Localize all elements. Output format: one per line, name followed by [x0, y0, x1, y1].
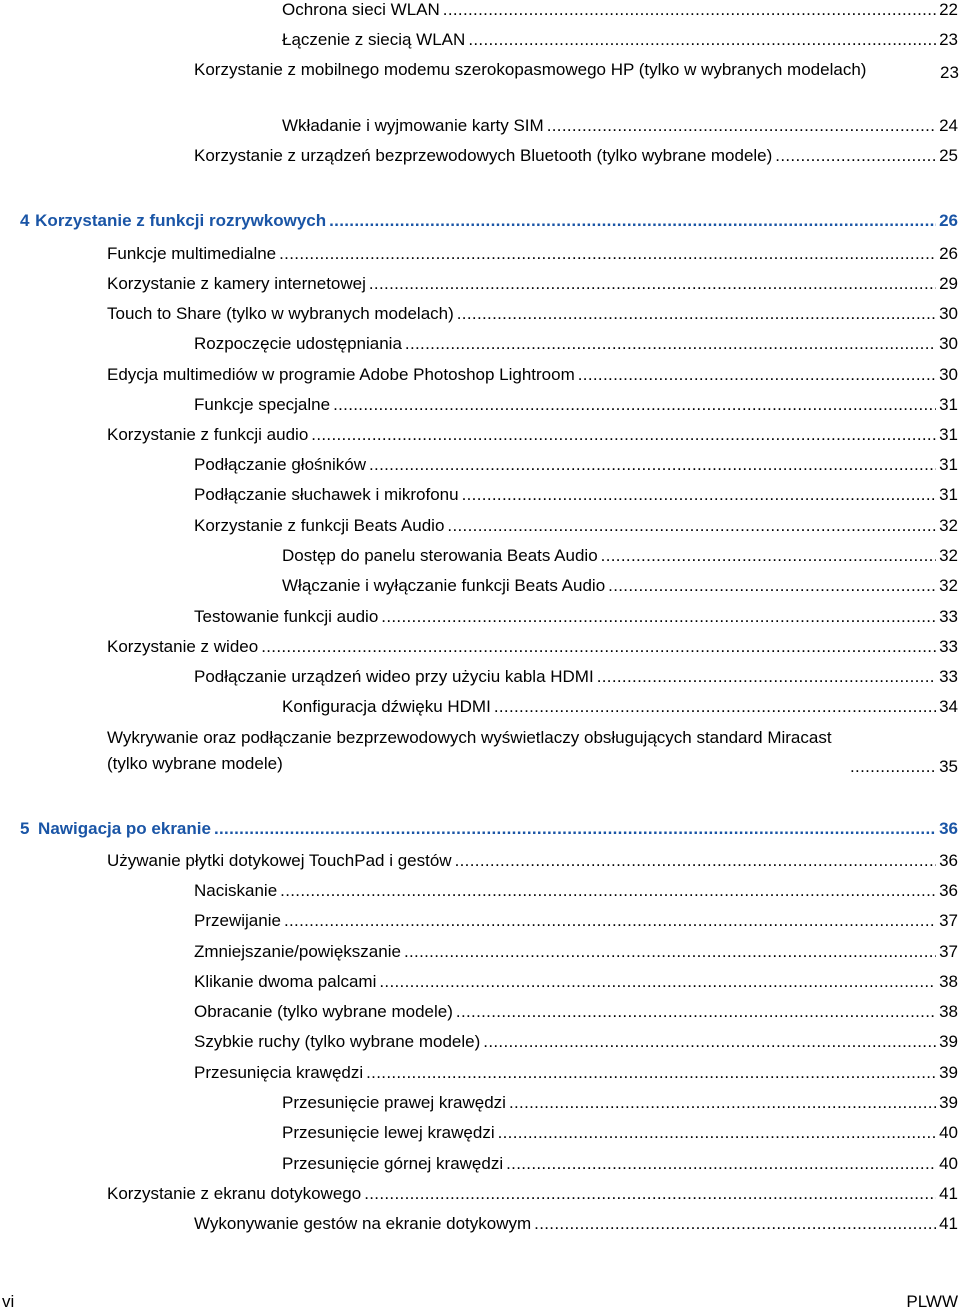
chapter-number: 4 [20, 211, 30, 230]
toc-entry-ekran-dotykowy[interactable] [107, 1184, 958, 1204]
toc-entry-page: 36 [939, 819, 958, 838]
toc-entry-funkcje-specjalne[interactable] [194, 395, 958, 415]
toc-entry-title: Łączenie z siecią WLAN [282, 30, 466, 49]
dot-leader [447, 516, 936, 536]
toc-entry-page: 37 [939, 942, 958, 961]
toc-entry-zmniejszanie-powiekszanie[interactable] [194, 942, 958, 962]
toc-entry-page: 36 [939, 851, 958, 870]
toc-entry-page: 30 [939, 304, 958, 323]
toc-entry-laczenie-z-siecia-wlan[interactable] [282, 30, 958, 50]
toc-entry-title: Korzystanie z ekranu dotykowego [107, 1184, 362, 1203]
footer-page-number: vi [2, 1292, 15, 1311]
toc-entry-title: Korzystanie z mobilnego modemu szerokopasmowego HP (tylko w wybranych modelach) [194, 60, 867, 79]
dot-leader [457, 304, 936, 324]
toc-chapter-5[interactable] [20, 819, 958, 839]
toc-entry-page: 39 [939, 1063, 958, 1082]
toc-entry-szybkie-ruchy[interactable] [194, 1032, 958, 1052]
dot-leader [369, 274, 936, 294]
toc-entry-page: 30 [939, 334, 958, 353]
toc-entry-title: Korzystanie z wideo [107, 637, 259, 656]
dot-leader [775, 146, 936, 166]
toc-entry-title: Rozpoczęcie udostępniania [194, 334, 402, 353]
toc-entry-page: 23 [940, 63, 959, 82]
toc-entry-title: Przesunięcie lewej krawędzi [282, 1123, 495, 1142]
toc-entry-klikanie-dwoma-palcami[interactable] [194, 972, 958, 992]
toc-entry-page: 25 [939, 146, 958, 165]
toc-entry-gesty-ekran-dotykowy[interactable] [194, 1214, 958, 1234]
toc-entry-title: Funkcje specjalne [194, 395, 331, 414]
toc-entry-title: Funkcje multimedialne [107, 244, 277, 263]
toc-entry-naciskanie[interactable] [194, 881, 958, 901]
toc-entry-title: Przesunięcia krawędzi [194, 1063, 364, 1082]
toc-entry-page: 26 [939, 211, 958, 230]
toc-entry-page: 31 [939, 455, 958, 474]
toc-entry-title: Obracanie (tylko wybrane modele) [194, 1002, 453, 1021]
toc-entry-title: Testowanie funkcji audio [194, 607, 379, 626]
toc-entry-funkcje-multimedialne[interactable] [107, 244, 958, 264]
toc-entry-page: 33 [939, 667, 958, 686]
dot-leader [462, 485, 936, 505]
dot-leader [311, 425, 936, 445]
dot-leader [381, 607, 936, 627]
toc-entry-title: Zmniejszanie/powiększanie [194, 942, 401, 961]
toc-entry-title: Podłączanie słuchawek i mikrofonu [194, 485, 459, 504]
toc-entry-title: Przesunięcie prawej krawędzi [282, 1093, 506, 1112]
toc-entry-page: 22 [939, 0, 958, 19]
toc-entry-page: 32 [939, 576, 958, 595]
dot-leader [364, 1184, 936, 1204]
toc-entry-miracast[interactable] [107, 725, 958, 777]
toc-entry-title: Korzystanie z kamery internetowej [107, 274, 366, 293]
dot-leader [379, 972, 936, 992]
dot-leader [279, 244, 936, 264]
toc-entry-sluchawki-mikrofon[interactable] [194, 485, 958, 505]
dot-leader [494, 697, 936, 717]
chapter-title: Nawigacja po ekranie [38, 819, 211, 838]
dot-leader [483, 1032, 936, 1052]
toc-chapter-4[interactable] [20, 211, 958, 231]
toc-entry-title: Korzystanie z urządzeń bezprzewodowych Bluetooth (tylko wybrane modele) [194, 146, 773, 165]
toc-entry-title: Podłączanie głośników [194, 455, 366, 474]
toc-entry-page: 33 [939, 637, 958, 656]
toc-entry-dzwiek-hdmi[interactable] [282, 697, 958, 717]
toc-entry-title: Szybkie ruchy (tylko wybrane modele) [194, 1032, 481, 1051]
toc-entry-page: 40 [939, 1123, 958, 1142]
dot-leader [284, 911, 936, 931]
toc-entry-page: 35 [939, 757, 958, 776]
toc-entry-title: Ochrona sieci WLAN [282, 0, 440, 19]
toc-entry-lewa-krawedz[interactable] [282, 1123, 958, 1143]
dot-leader [280, 881, 936, 901]
toc-entry-bluetooth[interactable] [194, 146, 958, 166]
toc-entry-page: 30 [939, 365, 958, 384]
toc-entry-page: 31 [939, 425, 958, 444]
toc-entry-kamera-internetowa[interactable] [107, 274, 958, 294]
dot-leader [261, 637, 936, 657]
toc-entry-title: Touch to Share (tylko w wybranych modelach) [107, 304, 454, 323]
toc-entry-title: Korzystanie z funkcji Beats Audio [194, 516, 445, 535]
dot-leader [608, 576, 936, 596]
dot-leader [329, 211, 936, 231]
toc-entry-title: Naciskanie [194, 881, 278, 900]
dot-leader [498, 1123, 936, 1143]
toc-entry-page: 36 [939, 881, 958, 900]
toc-entry-wlaczanie-beats-audio[interactable] [282, 576, 958, 596]
toc-entry-gorna-krawedz[interactable] [282, 1154, 958, 1174]
dot-leader [468, 30, 936, 50]
dot-leader [534, 1214, 936, 1234]
toc-entry-page: 29 [939, 274, 958, 293]
toc-entry-title: Przesunięcie górnej krawędzi [282, 1154, 504, 1173]
toc-entry-title: Wykonywanie gestów na ekranie dotykowym [194, 1214, 532, 1233]
toc-entry-page: 39 [939, 1093, 958, 1112]
toc-entry-hdmi[interactable] [194, 667, 958, 687]
chapter-number: 5 [20, 819, 30, 838]
toc-entry-page: 23 [939, 30, 958, 49]
toc-entry-title: Edycja multimediów w programie Adobe Photoshop Lightroom [107, 365, 575, 384]
toc-entry-page: 26 [939, 244, 958, 263]
toc-entry-mobilny-modem-hp[interactable] [194, 57, 958, 83]
dot-leader [404, 942, 936, 962]
toc-entry-title: Wykrywanie oraz podłączanie bezprzewodowych wyświetlaczy obsługujących standard Miracast (tylko wybrane modele) [107, 728, 832, 773]
toc-entry-page: 39 [939, 1032, 958, 1051]
dot-leader [366, 1063, 936, 1083]
toc-entry-title: Korzystanie z funkcji audio [107, 425, 309, 444]
toc-entry-page: 41 [939, 1184, 958, 1203]
toc-entry-lightroom[interactable] [107, 365, 958, 385]
toc-entry-title: Włączanie i wyłączanie funkcji Beats Audio [282, 576, 606, 595]
toc-entry-touchpad[interactable] [107, 851, 958, 871]
chapter-title: Korzystanie z funkcji rozrywkowych [35, 211, 327, 230]
dot-leader [456, 1002, 936, 1022]
toc-entry-title: Używanie płytki dotykowej TouchPad i gestów [107, 851, 452, 870]
dot-leader [443, 0, 936, 20]
toc-entry-page: 31 [939, 395, 958, 414]
dot-leader [850, 757, 936, 777]
toc-entry-title: Przewijanie [194, 911, 281, 930]
toc-entry-przewijanie[interactable] [194, 911, 958, 931]
footer-document-code: PLWW [906, 1292, 958, 1311]
dot-leader [578, 365, 936, 385]
toc-entry-panel-beats-audio[interactable] [282, 546, 958, 566]
dot-leader [547, 116, 936, 136]
toc-entry-page: 33 [939, 607, 958, 626]
toc-entry-page: 34 [939, 697, 958, 716]
toc-entry-przesuniecia-krawedzi[interactable] [194, 1063, 958, 1083]
toc-entry-page: 32 [939, 546, 958, 565]
toc-entry-funkcje-audio[interactable] [107, 425, 958, 445]
toc-entry-prawa-krawedz[interactable] [282, 1093, 958, 1113]
toc-entry-ochrona-sieci-wlan[interactable] [282, 0, 958, 20]
dot-leader [455, 851, 936, 871]
dot-leader [214, 819, 936, 839]
dot-leader [597, 667, 936, 687]
toc-entry-page: 24 [939, 116, 958, 135]
toc-entry-title: Konfiguracja dźwięku HDMI [282, 697, 491, 716]
toc-entry-title: Dostęp do panelu sterowania Beats Audio [282, 546, 598, 565]
dot-leader [509, 1093, 936, 1113]
toc-entry-page: 37 [939, 911, 958, 930]
dot-leader [405, 334, 936, 354]
dot-leader [369, 455, 936, 475]
toc-entry-page: 31 [939, 485, 958, 504]
toc-entry-title: Klikanie dwoma palcami [194, 972, 377, 991]
dot-leader [333, 395, 936, 415]
toc-entry-page: 38 [939, 1002, 958, 1021]
toc-entry-page: 32 [939, 516, 958, 535]
toc-entry-karta-sim[interactable] [282, 116, 958, 136]
toc-entry-touch-to-share[interactable] [107, 304, 958, 324]
toc-entry-glosniki[interactable] [194, 455, 958, 475]
toc-entry-wideo[interactable] [107, 637, 958, 657]
toc-entry-page: 40 [939, 1154, 958, 1173]
dot-leader [601, 546, 936, 566]
toc-entry-testowanie-audio[interactable] [194, 607, 958, 627]
toc-entry-title: Wkładanie i wyjmowanie karty SIM [282, 116, 544, 135]
toc-entry-obracanie[interactable] [194, 1002, 958, 1022]
toc-entry-page: 41 [939, 1214, 958, 1233]
toc-entry-title: Podłączanie urządzeń wideo przy użyciu kabla HDMI [194, 667, 594, 686]
dot-leader [506, 1154, 936, 1174]
toc-entry-beats-audio[interactable] [194, 516, 958, 536]
toc-entry-page: 38 [939, 972, 958, 991]
toc-entry-rozpoczecie-udostepniania[interactable] [194, 334, 958, 354]
